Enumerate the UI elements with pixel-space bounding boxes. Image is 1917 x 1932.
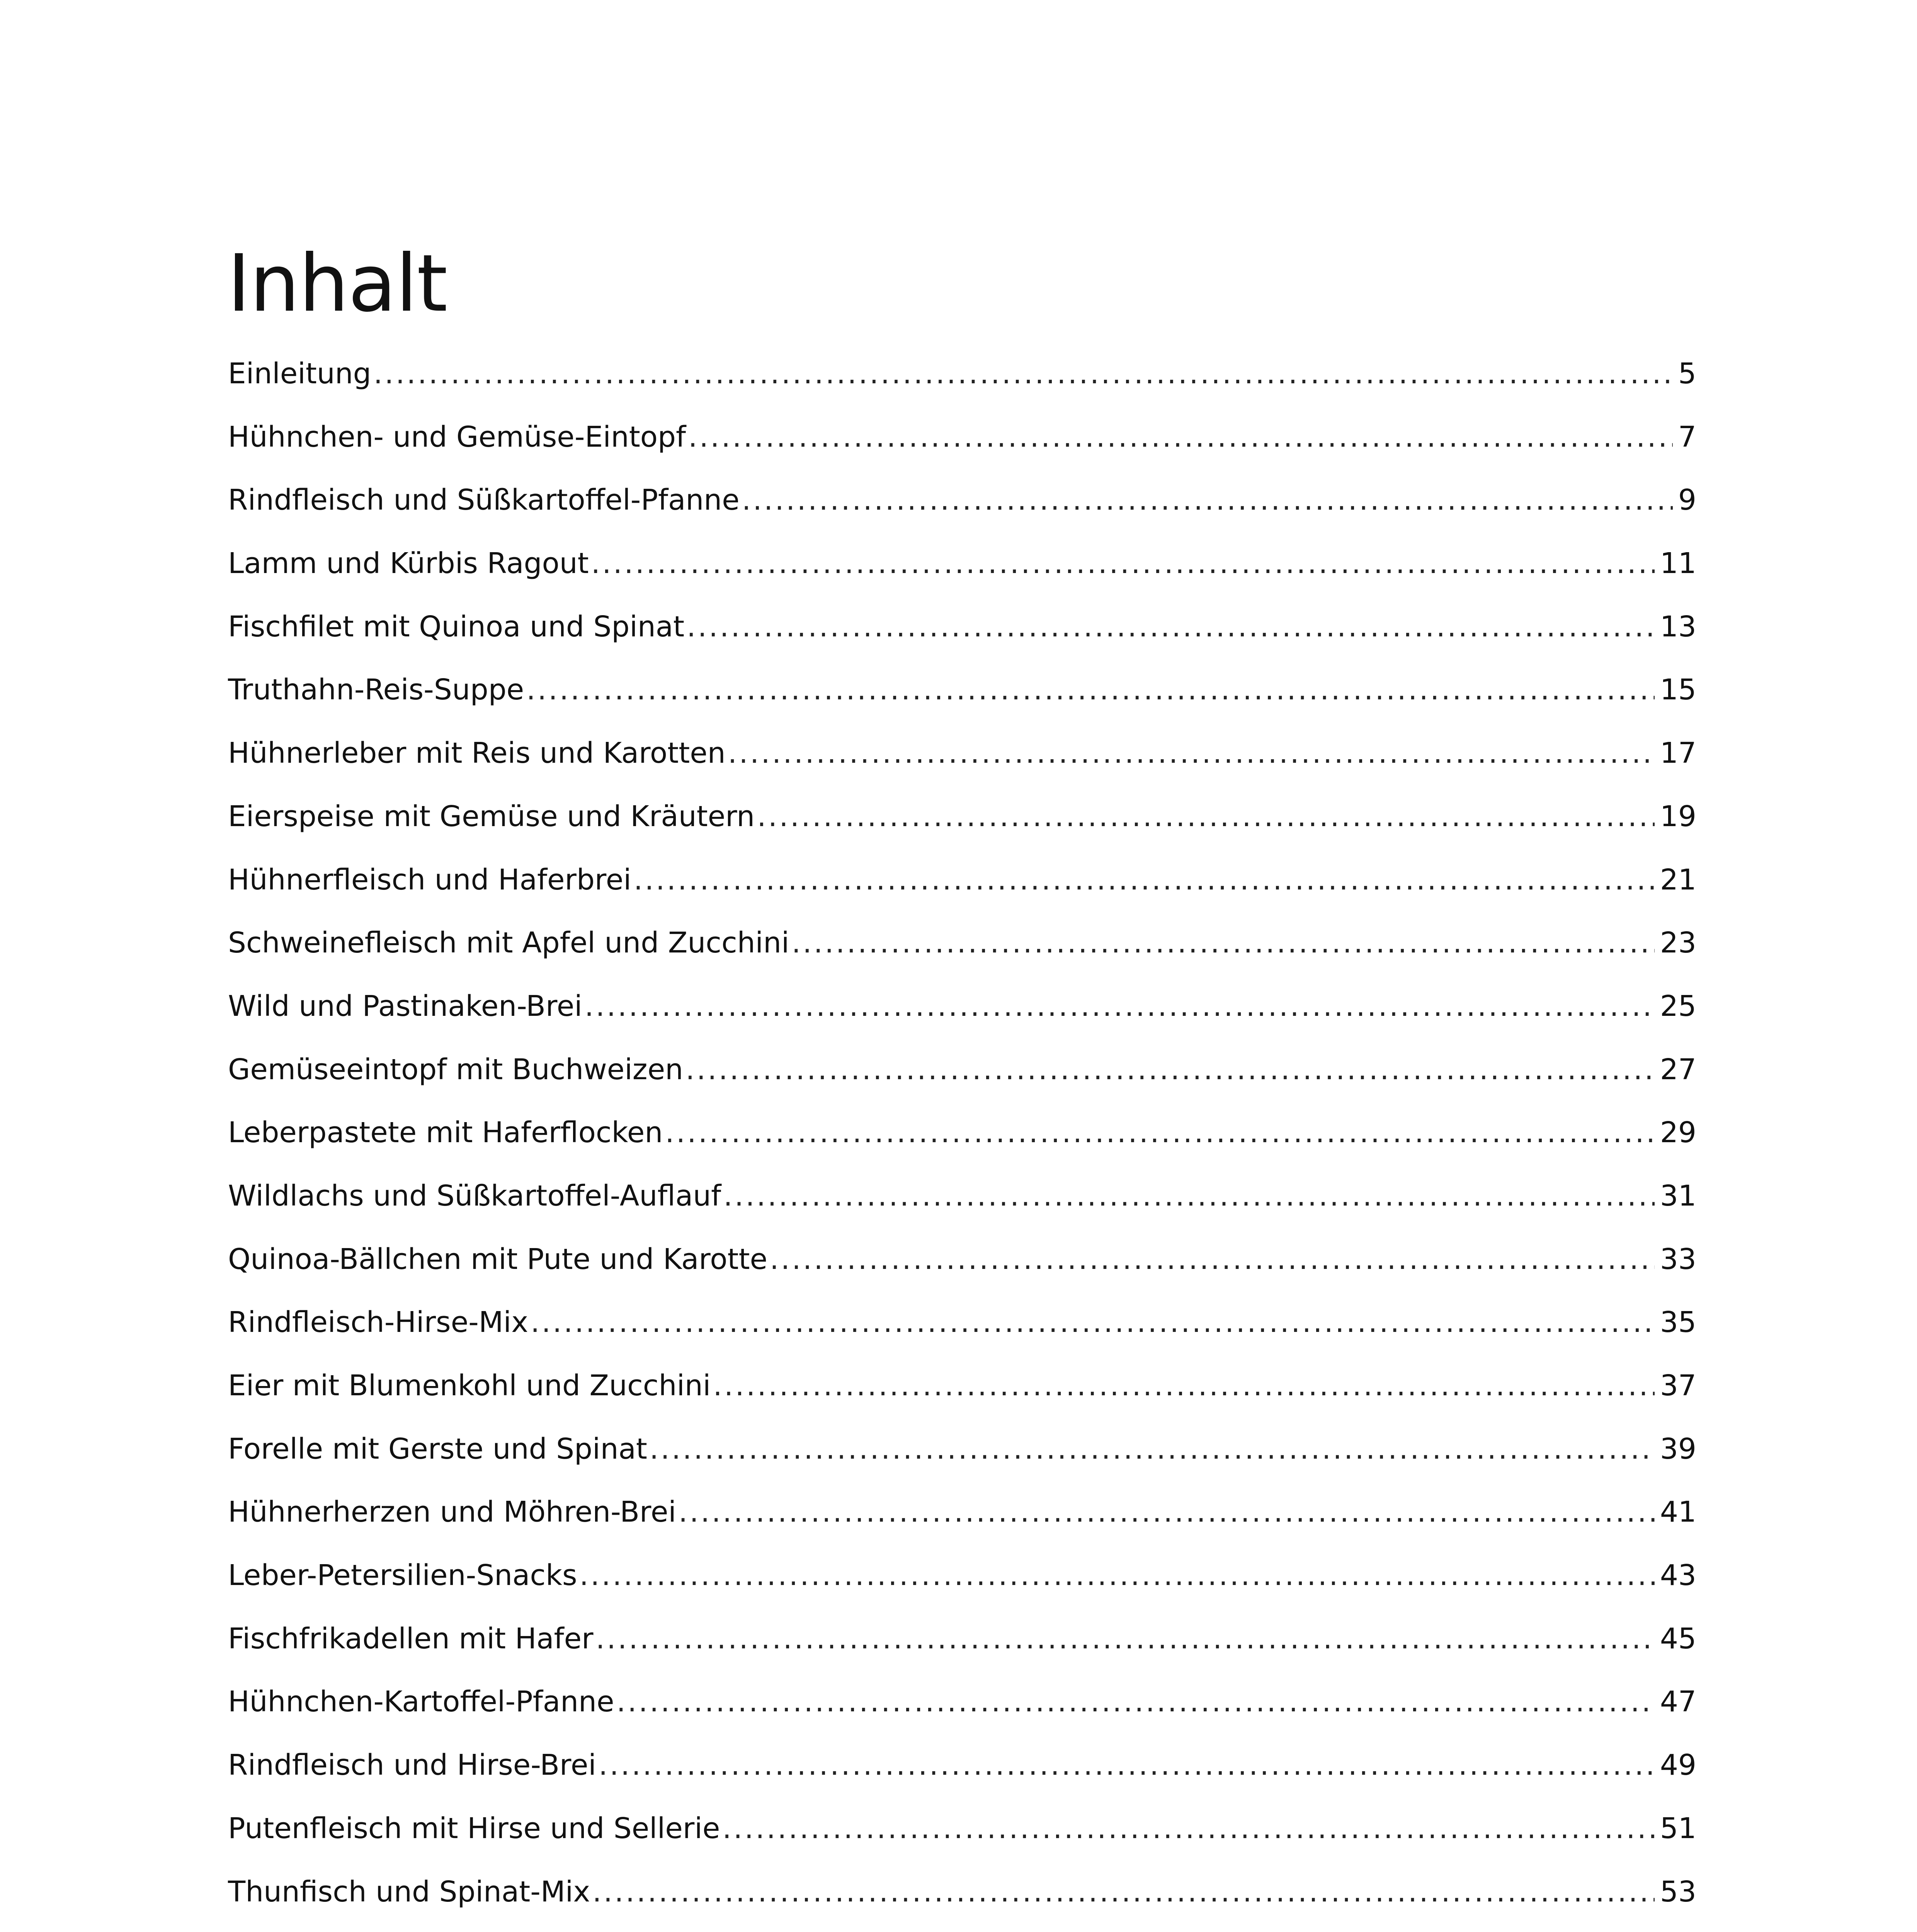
toc-entry[interactable] (228, 1923, 1696, 1932)
toc-entry-title: Einleitung (228, 357, 371, 390)
toc-entry[interactable] (228, 975, 1696, 1038)
toc-entry-page-number: 17 (1660, 736, 1696, 770)
toc-entry-title: Leber-Petersilien-Snacks (228, 1559, 577, 1592)
toc-dot-leader (665, 1101, 1655, 1164)
toc-entry-page-number: 29 (1660, 1116, 1696, 1150)
toc-dot-leader (701, 1923, 1655, 1932)
toc-entry-page-number: 19 (1660, 799, 1696, 833)
toc-entry-page-number: 7 (1678, 420, 1696, 454)
toc-dot-leader (580, 1544, 1655, 1607)
toc-entry[interactable] (228, 469, 1696, 532)
toc-entry-page-number: 43 (1660, 1559, 1696, 1592)
toc-entry-title: Rindfleisch und Hirse-Brei (228, 1748, 596, 1782)
toc-entry-page-number: 39 (1660, 1432, 1696, 1466)
toc-entry[interactable] (228, 658, 1696, 722)
toc-entry-page-number: 15 (1660, 673, 1696, 707)
table-of-contents (228, 342, 1696, 1932)
toc-entry-page-number: 53 (1660, 1875, 1696, 1908)
toc-entry[interactable] (228, 1101, 1696, 1165)
toc-dot-leader (634, 849, 1655, 912)
toc-entry-title: Hühnerleber mit Reis und Karotten (228, 736, 726, 770)
toc-entry-title: Schweinefleisch mit Apfel und Zucchini (228, 926, 789, 960)
toc-entry-page-number: 25 (1660, 989, 1696, 1023)
toc-entry[interactable] (228, 1607, 1696, 1671)
toc-entry-title: Hühnchen- und Gemüse-Eintopf (228, 420, 686, 454)
toc-dot-leader (650, 1418, 1655, 1481)
toc-dot-leader (592, 1861, 1655, 1923)
toc-entry-page-number: 51 (1660, 1811, 1696, 1845)
toc-entry[interactable] (228, 1165, 1696, 1228)
toc-entry-page-number (1660, 1923, 1696, 1932)
toc-entry-title: Truthahn-Reis-Suppe (228, 673, 524, 707)
toc-entry[interactable] (228, 342, 1696, 406)
toc-entry[interactable] (228, 912, 1696, 975)
toc-entry-page-number: 41 (1660, 1495, 1696, 1529)
toc-entry-page-number: 27 (1660, 1053, 1696, 1086)
toc-entry[interactable] (228, 1670, 1696, 1734)
toc-entry[interactable] (228, 1861, 1696, 1924)
toc-entry-page-number: 23 (1660, 926, 1696, 960)
toc-dot-leader (688, 406, 1673, 469)
toc-entry-page-number: 5 (1678, 357, 1696, 390)
toc-dot-leader (757, 785, 1655, 848)
toc-entry-title: Hühnerherzen und Möhren-Brei (228, 1495, 676, 1529)
toc-entry-page-number: 33 (1660, 1242, 1696, 1276)
toc-entry-page-number: 35 (1660, 1306, 1696, 1339)
toc-dot-leader (792, 912, 1655, 975)
toc-entry-page-number: 13 (1660, 610, 1696, 643)
toc-entry-title: Eier mit Blumenkohl und Zucchini (228, 1369, 711, 1402)
toc-entry[interactable] (228, 722, 1696, 785)
toc-entry[interactable] (228, 1291, 1696, 1354)
toc-entry-title: Quinoa-Bällchen mit Pute und Karotte (228, 1242, 768, 1276)
toc-entry[interactable] (228, 1734, 1696, 1797)
toc-entry[interactable] (228, 1354, 1696, 1418)
toc-dot-leader (596, 1607, 1655, 1670)
toc-entry-title: Lamm und Kürbis Ragout (228, 547, 589, 580)
toc-entry-page-number: 31 (1660, 1179, 1696, 1213)
toc-dot-leader (723, 1165, 1655, 1228)
toc-entry-page-number: 9 (1678, 483, 1696, 517)
toc-dot-leader (374, 342, 1673, 405)
toc-dot-leader (526, 658, 1655, 721)
toc-entry-title: Hühnerfleisch und Haferbrei (228, 863, 631, 896)
toc-entry-title: Rindfleisch und Süßkartoffel-Pfanne (228, 483, 740, 517)
toc-entry[interactable] (228, 1544, 1696, 1607)
toc-dot-leader (531, 1291, 1655, 1354)
toc-entry[interactable] (228, 1481, 1696, 1544)
toc-entry-page-number: 47 (1660, 1685, 1696, 1719)
toc-entry[interactable] (228, 849, 1696, 912)
toc-entry[interactable] (228, 785, 1696, 849)
toc-dot-leader (713, 1354, 1654, 1417)
toc-dot-leader (679, 1481, 1655, 1544)
toc-dot-leader (599, 1734, 1655, 1797)
toc-dot-leader (685, 1038, 1655, 1101)
toc-entry-title: Putenfleisch mit Hirse und Sellerie (228, 1811, 720, 1845)
toc-entry-title: Wildlachs und Süßkartoffel-Auflauf (228, 1179, 721, 1213)
toc-entry-title (228, 1923, 698, 1932)
toc-dot-leader (728, 722, 1655, 785)
toc-entry[interactable] (228, 1038, 1696, 1102)
toc-entry-title: Gemüseeintopf mit Buchweizen (228, 1053, 684, 1086)
toc-dot-leader (616, 1670, 1654, 1733)
toc-entry-title: Eierspeise mit Gemüse und Kräutern (228, 799, 755, 833)
toc-dot-leader (591, 532, 1655, 595)
toc-heading: Inhalt (227, 238, 447, 330)
toc-entry-title: Fischfilet mit Quinoa und Spinat (228, 610, 685, 643)
toc-entry-title: Hühnchen-Kartoffel-Pfanne (228, 1685, 614, 1719)
toc-dot-leader (585, 975, 1655, 1038)
toc-entry[interactable] (228, 595, 1696, 659)
toc-entry-title: Fischfrikadellen mit Hafer (228, 1622, 594, 1655)
toc-entry[interactable] (228, 1228, 1696, 1291)
toc-entry-page-number: 49 (1660, 1748, 1696, 1782)
toc-entry-page-number: 11 (1660, 547, 1696, 580)
toc-entry-title: Wild und Pastinaken-Brei (228, 989, 582, 1023)
toc-dot-leader (722, 1797, 1654, 1860)
toc-entry-title: Forelle mit Gerste und Spinat (228, 1432, 647, 1466)
toc-entry[interactable] (228, 406, 1696, 469)
toc-entry[interactable] (228, 532, 1696, 595)
toc-dot-leader (770, 1228, 1655, 1291)
toc-entry-page-number: 21 (1660, 863, 1696, 896)
toc-dot-leader (742, 469, 1673, 532)
toc-entry[interactable] (228, 1418, 1696, 1481)
toc-entry-page-number: 37 (1660, 1369, 1696, 1402)
toc-entry-page-number: 45 (1660, 1622, 1696, 1655)
toc-entry-title: Rindfleisch-Hirse-Mix (228, 1306, 528, 1339)
toc-dot-leader (687, 595, 1655, 658)
toc-entry-title: Leberpastete mit Haferflocken (228, 1116, 663, 1150)
toc-entry[interactable] (228, 1797, 1696, 1861)
toc-entry-title: Thunfisch und Spinat-Mix (228, 1875, 590, 1908)
